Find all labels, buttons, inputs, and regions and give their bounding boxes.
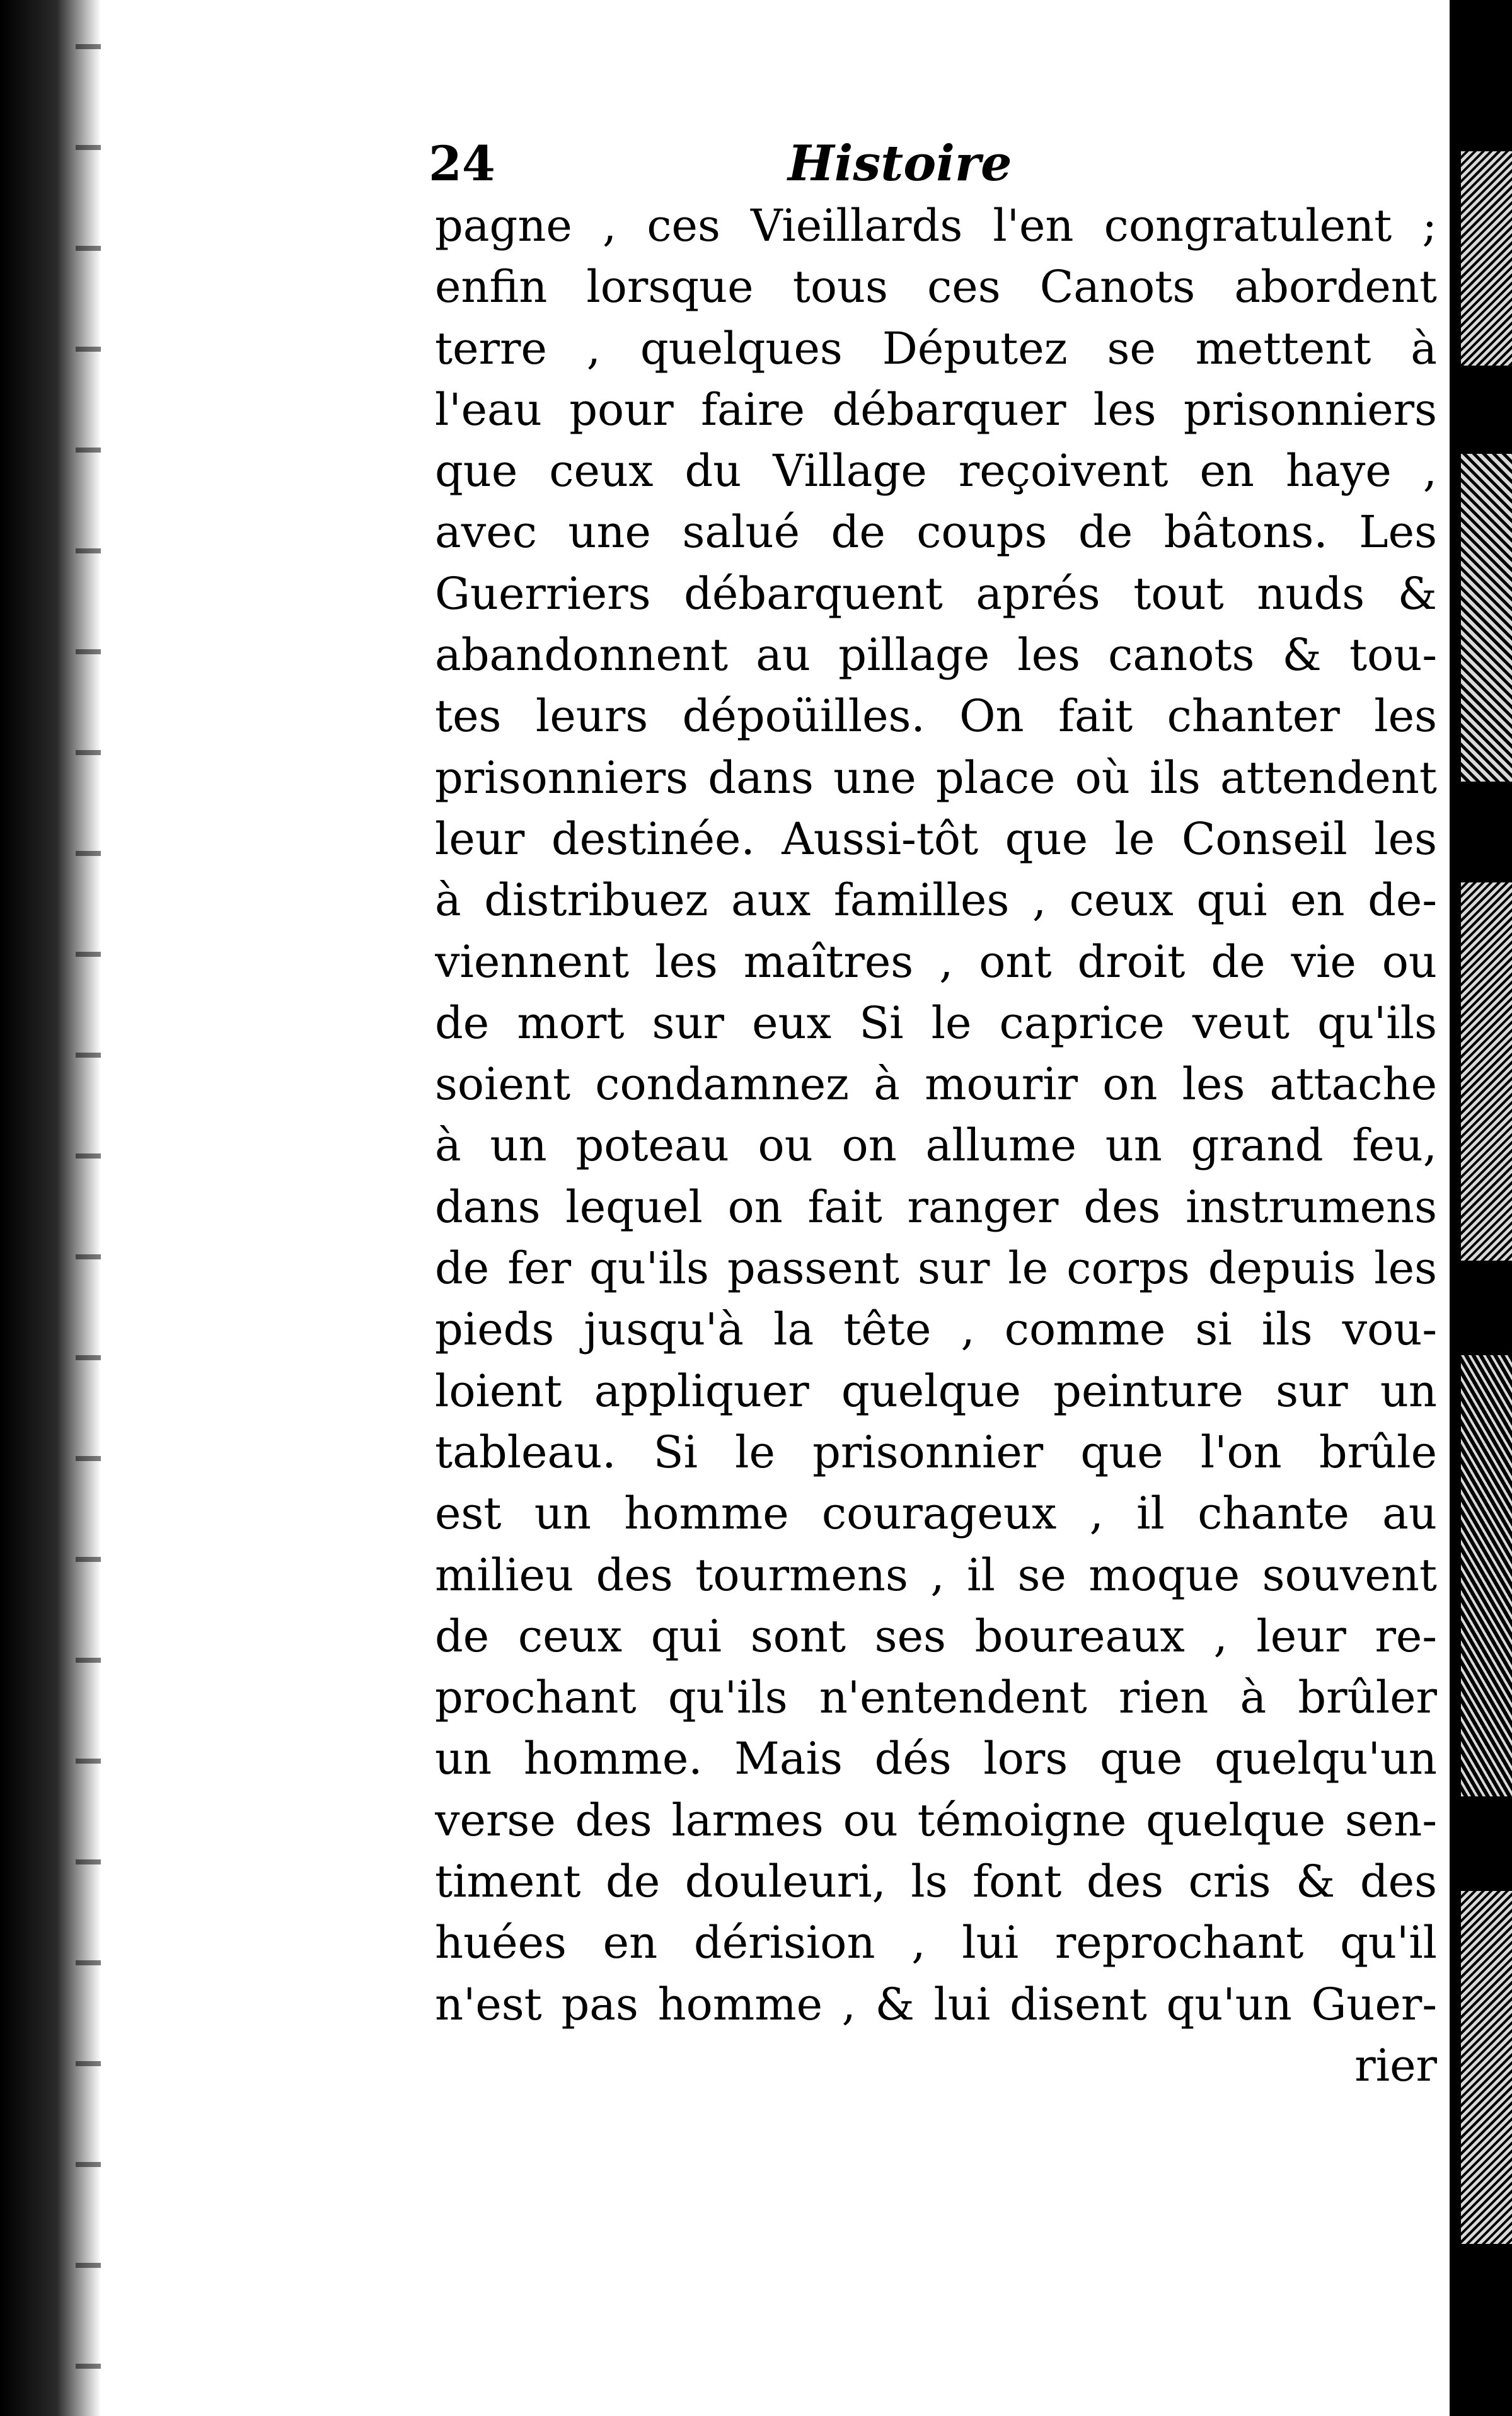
running-head	[429, 126, 1437, 202]
gutter-specks	[76, 0, 101, 2416]
body-text	[435, 195, 1437, 2096]
running-title: Histoire	[788, 135, 1012, 192]
text-line: viennent les maîtres , ont droit de vie ou	[435, 935, 1437, 988]
text-line: de ceux qui sont ses boureaux , leur re-	[435, 1610, 1437, 1662]
text-line: pagne , ces Vieillards l'en congratulent ;	[435, 200, 1437, 251]
text-line: à distribuez aux familles , ceux qui en de-	[435, 874, 1437, 927]
text-line: prisonniers dans une place où ils attendent	[435, 751, 1437, 804]
text-line: de mort sur eux Si le caprice veut qu'ils	[435, 997, 1437, 1049]
catchword: rier	[1354, 2039, 1437, 2091]
text-line: huées en dérision , lui reprochant qu'il	[435, 1917, 1437, 1969]
facing-engraving-fragment	[1461, 151, 1512, 366]
facing-engraving-fragment	[1461, 1355, 1512, 1796]
text-line: avec une salué de coups de bâtons. Les	[435, 506, 1437, 558]
text-line: tes leurs dépoüilles. On fait chanter les	[435, 690, 1437, 743]
text-line: pieds jusqu'à la tête , comme si ils vou-	[435, 1303, 1437, 1356]
facing-engraving-fragment	[1461, 454, 1512, 782]
text-line: que ceux du Village reçoivent en haye ,	[435, 445, 1437, 497]
text-line: l'eau pour faire débarquer les prisonniers	[435, 383, 1437, 436]
text-line: verse des larmes ou témoigne quelque sen-	[435, 1794, 1437, 1846]
facing-engraving-fragment	[1461, 882, 1512, 1261]
text-line: enfin lorsque tous ces Canots abordent	[435, 261, 1437, 313]
text-line: abandonnent au pillage les canots & tou-	[435, 629, 1437, 681]
text-line: un homme. Mais dés lors que quelqu'un	[435, 1733, 1437, 1785]
text-line: Guerriers débarquent aprés tout nuds &	[435, 567, 1437, 620]
text-line: terre , quelques Députez se mettent à	[435, 322, 1437, 374]
text-line: soient condamnez à mourir on les attache	[435, 1058, 1437, 1111]
text-line: de fer qu'ils passent sur le corps depuis les	[435, 1242, 1437, 1295]
text-line: n'est pas homme , & lui disent qu'un Guer-	[435, 1978, 1437, 2030]
text-line: timent de douleuri, ls font des cris & des	[435, 1856, 1437, 1908]
text-line: loient appliquer quelque peinture sur un	[435, 1365, 1437, 1417]
text-line: dans lequel on fait ranger des instrumens	[435, 1181, 1437, 1233]
text-line: prochant qu'ils n'entendent rien à brûler	[435, 1672, 1437, 1724]
text-line: leur destinée. Aussi-tôt que le Conseil les	[435, 812, 1437, 865]
text-line: à un poteau ou on allume un grand feu,	[435, 1119, 1437, 1172]
text-line: tableau. Si le prisonnier que l'on brûle	[435, 1426, 1437, 1478]
text-line: est un homme courageux , il chante au	[435, 1488, 1437, 1540]
page-number: 24	[429, 136, 495, 192]
text-line: milieu des tourmens , il se moque souvent	[435, 1549, 1437, 1601]
facing-engraving-fragment	[1461, 1891, 1512, 2244]
